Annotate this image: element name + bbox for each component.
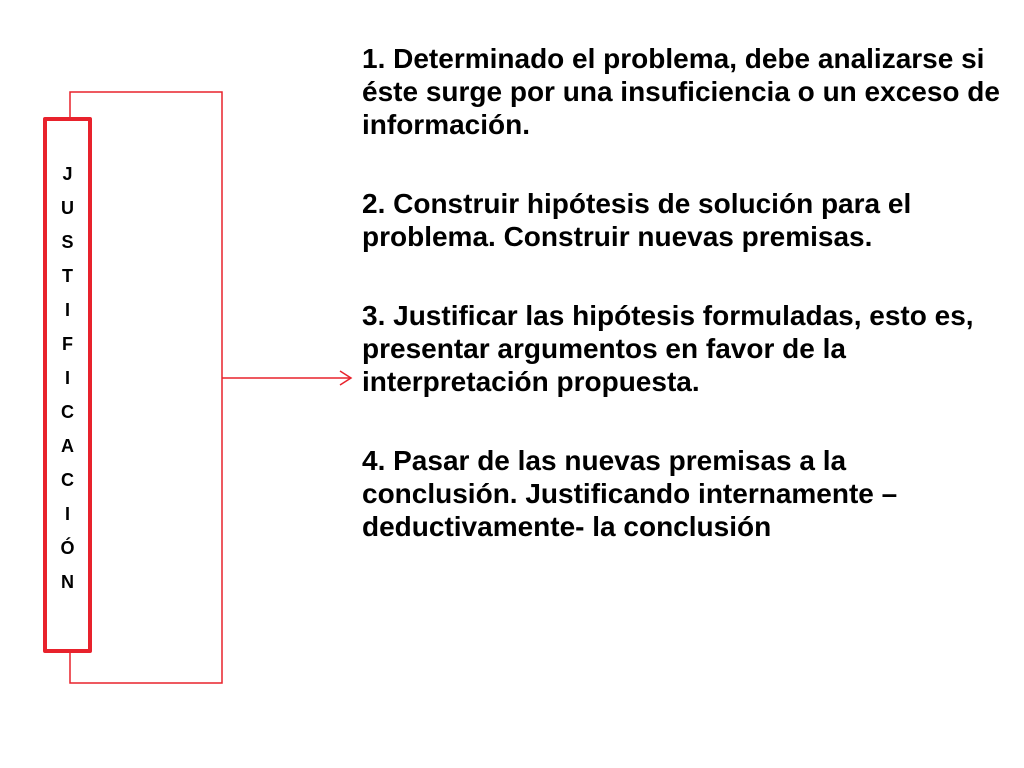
label-letter: Ó — [60, 538, 75, 558]
label-letter: S — [61, 232, 74, 252]
step-3: 3. Justificar las hipótesis formuladas, esto es, presentar argumentos en favor de la interpretación propuesta. — [362, 300, 974, 397]
label-letter: T — [62, 266, 73, 286]
bracket-line — [70, 92, 222, 683]
label-letter: J — [62, 164, 73, 184]
label-letter: I — [64, 368, 70, 388]
label-letter: I — [64, 300, 70, 320]
label-letter: A — [61, 436, 74, 456]
step-2: 2. Construir hipótesis de solución para el problema. Construir nuevas premisas. — [362, 188, 912, 252]
vertical-label — [47, 157, 88, 599]
label-letter: N — [61, 572, 74, 592]
arrow-head-icon — [340, 371, 351, 385]
label-letter: U — [61, 198, 74, 218]
label-letter: C — [61, 470, 74, 490]
label-letter: F — [62, 334, 73, 354]
label-letter: C — [61, 402, 74, 422]
label-letter: I — [64, 504, 70, 524]
justificacion-label-box — [43, 117, 92, 653]
step-4: 4. Pasar de las nuevas premisas a la conclusión. Justificando internamente –deductivamente- la conclusión — [362, 445, 898, 542]
steps-list — [362, 42, 1002, 589]
step-1: 1. Determinado el problema, debe analizarse si éste surge por una insuficiencia o un exceso de información. — [362, 43, 1000, 140]
